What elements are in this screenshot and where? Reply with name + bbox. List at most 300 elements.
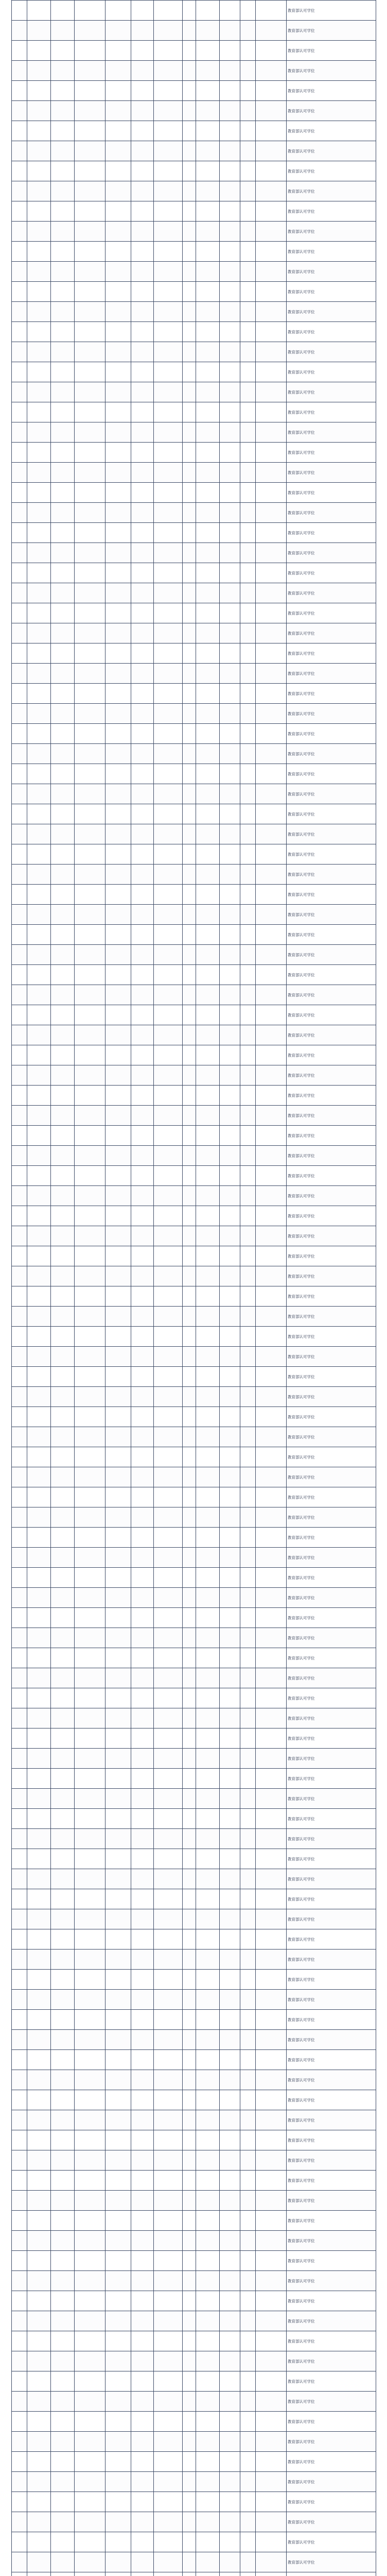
table-cell bbox=[27, 201, 51, 222]
table-cell bbox=[220, 2552, 240, 2572]
table-cell bbox=[154, 905, 183, 925]
table-cell bbox=[131, 2492, 154, 2512]
table-row bbox=[12, 1387, 376, 1407]
table-row bbox=[12, 61, 376, 81]
table-cell bbox=[196, 2532, 220, 2552]
table-cell bbox=[196, 1146, 220, 1166]
table-row bbox=[12, 1086, 376, 1106]
table-cell bbox=[27, 945, 51, 965]
table-cell bbox=[196, 2150, 220, 2171]
table-cell bbox=[75, 2371, 105, 2392]
table-cell: 教育部认可学位 bbox=[287, 1387, 376, 1407]
table-cell bbox=[183, 1065, 196, 1086]
table-cell bbox=[27, 2392, 51, 2412]
table-cell bbox=[183, 824, 196, 844]
table-cell bbox=[105, 282, 131, 302]
table-cell bbox=[196, 2371, 220, 2392]
table-cell bbox=[12, 282, 27, 302]
table-cell bbox=[27, 865, 51, 885]
recruitment-table bbox=[11, 0, 376, 2576]
table-cell bbox=[154, 1065, 183, 1086]
table-cell bbox=[220, 1548, 240, 1568]
table-cell bbox=[27, 603, 51, 623]
table-cell bbox=[196, 503, 220, 523]
table-cell bbox=[12, 2191, 27, 2211]
table-cell bbox=[75, 101, 105, 121]
table-cell bbox=[196, 382, 220, 402]
table-cell bbox=[131, 1789, 154, 1809]
table-cell bbox=[256, 523, 287, 543]
table-cell bbox=[220, 503, 240, 523]
table-cell bbox=[154, 764, 183, 784]
table-cell bbox=[256, 724, 287, 744]
table-cell bbox=[27, 1889, 51, 1909]
table-cell bbox=[75, 764, 105, 784]
table-cell bbox=[51, 563, 75, 583]
table-cell bbox=[154, 824, 183, 844]
table-cell bbox=[12, 985, 27, 1005]
table-cell bbox=[240, 1286, 256, 1307]
table-cell bbox=[75, 2351, 105, 2371]
table-cell bbox=[105, 2351, 131, 2371]
table-cell bbox=[196, 1528, 220, 1548]
table-cell: 教育部认可学位 bbox=[287, 201, 376, 222]
table-cell bbox=[51, 1628, 75, 1648]
table-cell bbox=[51, 2311, 75, 2331]
table-cell bbox=[220, 1769, 240, 1789]
table-cell bbox=[131, 121, 154, 141]
table-cell bbox=[154, 2271, 183, 2291]
table-cell bbox=[154, 925, 183, 945]
table-row bbox=[12, 1286, 376, 1307]
table-cell bbox=[105, 1347, 131, 1367]
table-cell bbox=[196, 81, 220, 101]
table-cell: 教育部认可学位 bbox=[287, 503, 376, 523]
table-cell bbox=[154, 2231, 183, 2251]
table-cell bbox=[154, 2552, 183, 2572]
table-cell bbox=[51, 2130, 75, 2150]
table-cell bbox=[220, 362, 240, 382]
table-cell bbox=[220, 1327, 240, 1347]
table-cell bbox=[51, 1, 75, 21]
table-cell bbox=[196, 1086, 220, 1106]
table-cell bbox=[240, 2472, 256, 2492]
table-cell bbox=[105, 1809, 131, 1829]
table-cell bbox=[131, 2331, 154, 2351]
table-cell bbox=[131, 1106, 154, 1126]
table-cell bbox=[75, 2191, 105, 2211]
table-cell bbox=[51, 844, 75, 865]
table-row bbox=[12, 362, 376, 382]
table-cell bbox=[131, 1427, 154, 1447]
table-cell bbox=[12, 1045, 27, 1065]
table-cell bbox=[131, 885, 154, 905]
table-cell bbox=[12, 2050, 27, 2070]
table-cell bbox=[196, 1226, 220, 1246]
table-cell bbox=[105, 764, 131, 784]
table-cell bbox=[220, 684, 240, 704]
table-cell bbox=[196, 101, 220, 121]
table-cell bbox=[220, 2291, 240, 2311]
table-cell bbox=[196, 1829, 220, 1849]
table-cell bbox=[220, 2110, 240, 2130]
table-cell bbox=[75, 262, 105, 282]
table-cell bbox=[240, 2532, 256, 2552]
table-cell bbox=[196, 2572, 220, 2576]
table-cell bbox=[154, 1025, 183, 1045]
table-cell bbox=[220, 784, 240, 804]
table-cell bbox=[220, 2211, 240, 2231]
table-cell bbox=[220, 1809, 240, 1829]
table-cell bbox=[105, 865, 131, 885]
table-cell bbox=[131, 483, 154, 503]
table-cell bbox=[183, 623, 196, 643]
table-cell bbox=[240, 1206, 256, 1226]
table-cell bbox=[12, 2412, 27, 2432]
table-cell bbox=[12, 1226, 27, 1246]
table-cell bbox=[240, 1347, 256, 1367]
table-cell bbox=[240, 1728, 256, 1749]
table-cell bbox=[196, 342, 220, 362]
table-cell bbox=[256, 443, 287, 463]
table-cell bbox=[131, 1226, 154, 1246]
table-cell bbox=[240, 302, 256, 322]
table-cell bbox=[51, 1246, 75, 1266]
table-cell bbox=[256, 1166, 287, 1186]
table-cell bbox=[51, 1548, 75, 1568]
table-cell bbox=[12, 2030, 27, 2050]
table-cell bbox=[131, 181, 154, 201]
table-cell bbox=[196, 1327, 220, 1347]
table-cell bbox=[51, 764, 75, 784]
table-row bbox=[12, 1106, 376, 1126]
table-cell bbox=[183, 2231, 196, 2251]
table-cell bbox=[240, 2191, 256, 2211]
table-cell bbox=[75, 844, 105, 865]
table-cell bbox=[196, 2171, 220, 2191]
table-cell bbox=[183, 1086, 196, 1106]
table-cell bbox=[27, 784, 51, 804]
table-cell bbox=[154, 2512, 183, 2532]
table-cell bbox=[27, 2311, 51, 2331]
table-cell bbox=[220, 1, 240, 21]
table-cell bbox=[256, 1086, 287, 1106]
table-cell bbox=[12, 1588, 27, 1608]
table-cell bbox=[256, 2331, 287, 2351]
table-cell bbox=[105, 1648, 131, 1668]
table-cell bbox=[196, 21, 220, 41]
table-cell: 教育部认可学位 bbox=[287, 1266, 376, 1286]
table-cell bbox=[12, 1929, 27, 1950]
table-cell: 教育部认可学位 bbox=[287, 643, 376, 664]
table-cell bbox=[12, 2351, 27, 2371]
table-cell bbox=[27, 1327, 51, 1347]
table-cell bbox=[51, 41, 75, 61]
table-cell bbox=[27, 1106, 51, 1126]
table-row bbox=[12, 181, 376, 201]
table-cell bbox=[51, 282, 75, 302]
table-cell bbox=[256, 1728, 287, 1749]
table-cell bbox=[131, 2472, 154, 2492]
table-cell bbox=[196, 1929, 220, 1950]
table-cell bbox=[51, 2432, 75, 2452]
table-cell bbox=[12, 1146, 27, 1166]
table-row bbox=[12, 1849, 376, 1869]
table-row bbox=[12, 342, 376, 362]
table-cell bbox=[154, 21, 183, 41]
table-cell bbox=[240, 2432, 256, 2452]
table-cell bbox=[183, 2371, 196, 2392]
table-cell bbox=[220, 161, 240, 181]
table-cell bbox=[75, 1086, 105, 1106]
table-cell bbox=[240, 1387, 256, 1407]
table-cell bbox=[220, 664, 240, 684]
table-cell bbox=[183, 1588, 196, 1608]
table-cell bbox=[220, 2150, 240, 2171]
table-cell bbox=[12, 161, 27, 181]
table-cell bbox=[183, 1809, 196, 1829]
table-cell bbox=[131, 2552, 154, 2572]
table-cell bbox=[51, 2171, 75, 2191]
table-cell bbox=[27, 242, 51, 262]
table-cell bbox=[154, 744, 183, 764]
table-cell bbox=[183, 1829, 196, 1849]
table-cell: 教育部认可学位 bbox=[287, 844, 376, 865]
table-cell bbox=[51, 2110, 75, 2130]
table-cell bbox=[196, 2231, 220, 2251]
table-row bbox=[12, 724, 376, 744]
table-row bbox=[12, 2371, 376, 2392]
table-row bbox=[12, 2291, 376, 2311]
table-cell bbox=[75, 523, 105, 543]
table-cell bbox=[256, 1990, 287, 2010]
table-cell bbox=[27, 2010, 51, 2030]
table-cell: 教育部认可学位 bbox=[287, 2311, 376, 2331]
table-cell bbox=[12, 503, 27, 523]
table-cell bbox=[220, 101, 240, 121]
table-cell bbox=[240, 865, 256, 885]
table-cell bbox=[12, 1608, 27, 1628]
table-cell bbox=[196, 1347, 220, 1367]
table-cell bbox=[131, 1929, 154, 1950]
table-cell bbox=[256, 664, 287, 684]
table-cell bbox=[12, 1266, 27, 1286]
table-cell bbox=[154, 623, 183, 643]
table-cell: 教育部认可学位 bbox=[287, 1045, 376, 1065]
table-cell bbox=[154, 242, 183, 262]
table-cell bbox=[220, 1849, 240, 1869]
table-cell bbox=[131, 61, 154, 81]
table-row bbox=[12, 1809, 376, 1829]
table-cell bbox=[27, 583, 51, 603]
table-cell bbox=[196, 1005, 220, 1025]
table-cell bbox=[220, 1749, 240, 1769]
table-cell bbox=[240, 2331, 256, 2351]
table-cell bbox=[183, 121, 196, 141]
table-cell: 教育部认可学位 bbox=[287, 2492, 376, 2512]
table-row bbox=[12, 1367, 376, 1387]
table-cell bbox=[183, 41, 196, 61]
table-row bbox=[12, 222, 376, 242]
table-cell bbox=[183, 2251, 196, 2271]
table-cell bbox=[196, 1728, 220, 1749]
table-cell bbox=[154, 322, 183, 342]
table-cell bbox=[154, 2211, 183, 2231]
table-cell bbox=[256, 1407, 287, 1427]
table-cell bbox=[154, 563, 183, 583]
table-cell bbox=[256, 81, 287, 101]
table-cell bbox=[27, 2412, 51, 2432]
table-cell bbox=[196, 61, 220, 81]
table-cell bbox=[154, 844, 183, 865]
table-cell bbox=[27, 704, 51, 724]
table-cell bbox=[220, 844, 240, 865]
table-cell bbox=[183, 704, 196, 724]
table-cell: 教育部认可学位 bbox=[287, 1929, 376, 1950]
table-cell bbox=[12, 443, 27, 463]
table-cell bbox=[131, 985, 154, 1005]
table-cell bbox=[75, 1608, 105, 1628]
table-cell bbox=[256, 925, 287, 945]
table-cell bbox=[183, 1286, 196, 1307]
table-cell bbox=[131, 2171, 154, 2191]
table-cell bbox=[27, 664, 51, 684]
table-cell bbox=[220, 1789, 240, 1809]
table-cell bbox=[154, 2371, 183, 2392]
table-cell: 教育部认可学位 bbox=[287, 1769, 376, 1789]
table-cell bbox=[51, 1588, 75, 1608]
table-cell bbox=[256, 1749, 287, 1769]
table-cell bbox=[220, 2351, 240, 2371]
table-row bbox=[12, 242, 376, 262]
table-cell bbox=[75, 1507, 105, 1528]
table-cell bbox=[27, 222, 51, 242]
table-cell bbox=[75, 1789, 105, 1809]
table-cell bbox=[75, 1045, 105, 1065]
table-cell bbox=[12, 1126, 27, 1146]
table-cell bbox=[220, 201, 240, 222]
table-cell bbox=[196, 422, 220, 443]
table-cell bbox=[154, 1849, 183, 1869]
table-cell bbox=[75, 463, 105, 483]
table-cell bbox=[27, 1186, 51, 1206]
table-cell bbox=[196, 1869, 220, 1889]
table-cell bbox=[105, 2191, 131, 2211]
table-cell bbox=[51, 101, 75, 121]
table-cell bbox=[154, 1, 183, 21]
table-cell bbox=[51, 1829, 75, 1849]
table-cell bbox=[196, 623, 220, 643]
table-cell bbox=[12, 1528, 27, 1548]
table-cell bbox=[183, 201, 196, 222]
table-cell bbox=[220, 2432, 240, 2452]
table-cell bbox=[131, 744, 154, 764]
table-cell bbox=[183, 1869, 196, 1889]
table-cell bbox=[12, 2572, 27, 2576]
table-cell bbox=[131, 2050, 154, 2070]
table-cell bbox=[12, 141, 27, 161]
table-cell bbox=[154, 2472, 183, 2492]
table-cell bbox=[75, 2110, 105, 2130]
table-cell bbox=[27, 2070, 51, 2090]
table-cell bbox=[105, 382, 131, 402]
table-cell bbox=[27, 905, 51, 925]
table-row bbox=[12, 744, 376, 764]
table-cell bbox=[105, 925, 131, 945]
table-cell bbox=[256, 1929, 287, 1950]
table-cell bbox=[12, 2090, 27, 2110]
table-cell bbox=[105, 262, 131, 282]
table-cell bbox=[51, 2331, 75, 2351]
table-row bbox=[12, 81, 376, 101]
table-row bbox=[12, 543, 376, 563]
table-cell bbox=[131, 2412, 154, 2432]
table-cell bbox=[240, 1407, 256, 1427]
table-cell bbox=[183, 282, 196, 302]
table-cell bbox=[154, 2251, 183, 2271]
table-cell bbox=[131, 463, 154, 483]
table-cell bbox=[256, 1970, 287, 1990]
table-cell: 教育部认可学位 bbox=[287, 965, 376, 985]
table-cell bbox=[256, 141, 287, 161]
table-cell bbox=[196, 543, 220, 563]
table-cell bbox=[154, 724, 183, 744]
table-cell: 教育部认可学位 bbox=[287, 1648, 376, 1668]
table-cell: 教育部认可学位 bbox=[287, 2171, 376, 2191]
table-cell bbox=[240, 2251, 256, 2271]
table-cell bbox=[75, 1226, 105, 1246]
table-cell bbox=[51, 2010, 75, 2030]
table-cell bbox=[183, 603, 196, 623]
table-cell bbox=[131, 282, 154, 302]
table-row bbox=[12, 885, 376, 905]
table-cell bbox=[256, 2090, 287, 2110]
table-cell bbox=[27, 1045, 51, 1065]
table-cell bbox=[12, 362, 27, 382]
table-cell bbox=[256, 2231, 287, 2251]
table-row bbox=[12, 1347, 376, 1367]
table-cell bbox=[51, 684, 75, 704]
table-cell bbox=[105, 1749, 131, 1769]
table-row bbox=[12, 643, 376, 664]
table-row bbox=[12, 2432, 376, 2452]
table-cell bbox=[105, 443, 131, 463]
table-row bbox=[12, 523, 376, 543]
table-cell bbox=[256, 2392, 287, 2412]
table-cell bbox=[240, 724, 256, 744]
table-cell bbox=[240, 1427, 256, 1447]
table-cell bbox=[51, 1789, 75, 1809]
table-cell bbox=[75, 2412, 105, 2432]
table-cell bbox=[105, 2492, 131, 2512]
table-cell bbox=[75, 503, 105, 523]
table-row bbox=[12, 2351, 376, 2371]
table-cell bbox=[12, 1628, 27, 1648]
table-cell bbox=[131, 2271, 154, 2291]
table-cell bbox=[75, 945, 105, 965]
table-cell bbox=[75, 1126, 105, 1146]
table-cell bbox=[51, 1809, 75, 1829]
table-cell bbox=[196, 282, 220, 302]
table-cell bbox=[183, 664, 196, 684]
table-cell bbox=[12, 2171, 27, 2191]
table-cell bbox=[183, 1327, 196, 1347]
table-cell bbox=[256, 41, 287, 61]
table-cell bbox=[154, 1990, 183, 2010]
table-cell bbox=[75, 2010, 105, 2030]
table-cell bbox=[256, 2010, 287, 2030]
table-cell bbox=[196, 2291, 220, 2311]
